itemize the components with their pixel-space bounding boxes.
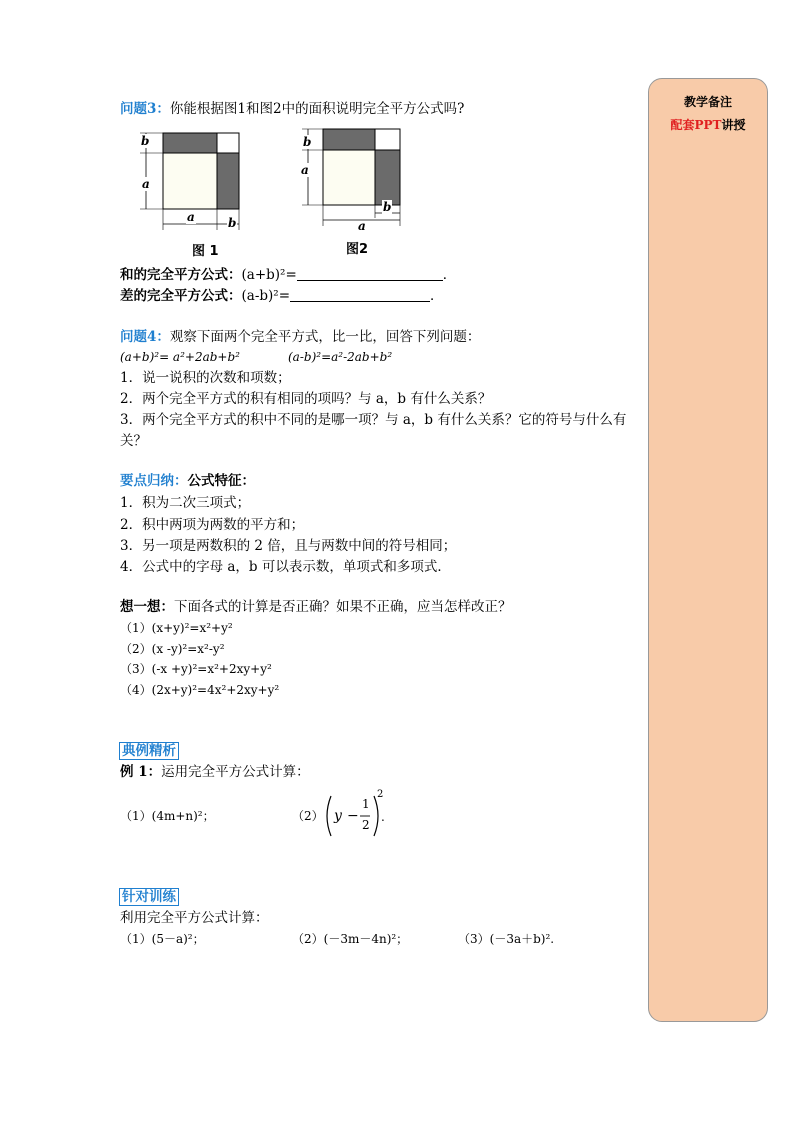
key-points-heading: [120, 472, 255, 490]
practice-item-2: （2）(－3m－4n)²；: [292, 932, 409, 946]
example-1-label: 例 1：: [120, 764, 162, 780]
example-1-text: 运用完全平方公式计算：: [161, 764, 310, 780]
sum-formula-blank[interactable]: [297, 268, 443, 281]
fig1-top-rect: [163, 133, 217, 153]
practice-section-title: 针对训练: [119, 888, 179, 906]
fig1-right-rect: [217, 153, 239, 209]
fig2-label-a-bottom: a: [358, 219, 366, 233]
think-label: 想一想：: [120, 599, 174, 615]
fig2-caption: 图2: [346, 242, 369, 257]
lecture-label: 讲授: [721, 118, 746, 132]
diff-formula-blank[interactable]: [290, 289, 430, 302]
example-1-item-2-denominator: 2: [362, 818, 370, 832]
example-1-item-1: （1）(4m+n)²；: [120, 809, 215, 823]
diff-formula-line: 差的完全平方公式：(a-b)²= ．: [120, 288, 444, 304]
q4-item-2: 2．两个完全平方式的积有相同的项吗？与 a，b 有什么关系？: [120, 391, 492, 407]
think-item-1: （1）(x+y)²=x²+y²: [120, 621, 233, 635]
question-3: [120, 100, 464, 118]
figure-2: [296, 122, 421, 232]
question-4-label: 问题4：: [120, 329, 170, 345]
q4-item-1: 1．说一说积的次数和项数；: [120, 370, 291, 386]
think-text: 下面各式的计算是否正确？如果不正确，应当怎样改正？: [174, 599, 512, 615]
q4-formula-1: (a+b)²= a²+2ab+b²: [120, 350, 240, 364]
fig1-label-b-left: b: [141, 134, 150, 148]
diff-formula-expr: (a-b)²=: [241, 288, 291, 304]
practice-text: 利用完全平方公式计算：: [120, 910, 269, 926]
key-points-title: 公式特征：: [187, 473, 255, 489]
q4-item-3: 3．两个完全平方式的积中不同的是哪一项？与 a，b 有什么关系？它的符号与什么有: [120, 412, 627, 428]
key-point-3: 3．另一项是两数积的 2 倍，且与两数中间的符号相同；: [120, 538, 457, 554]
fig2-label-b-left: b: [303, 135, 312, 149]
fig2-label-a-left: a: [301, 163, 309, 177]
question-4-text: 观察下面两个完全平方式，比一比，回答下列问题：: [169, 329, 481, 345]
practice-item-1: （1）(5－a)²；: [120, 932, 205, 946]
fig2-label-b-bottom: b: [383, 200, 392, 214]
example-1-heading: [120, 763, 310, 781]
key-point-4: 4．公式中的字母 a，b 可以表示数，单项式和多项式．: [120, 559, 451, 575]
sum-formula-expr: (a+b)²=: [241, 267, 297, 283]
think-item-3: （3）(-x +y)²=x²+2xy+y²: [120, 662, 272, 676]
example-1-item-2-prefix: （2）: [292, 809, 324, 823]
key-points-label: 要点归纳：: [120, 473, 188, 489]
sum-formula-label: 和的完全平方公式：: [120, 267, 242, 283]
q4-formula-2: (a-b)²=a²-2ab+b²: [288, 350, 393, 364]
key-point-2: 2．积中两项为两数的平方和；: [120, 517, 305, 533]
teaching-notes-panel: [648, 78, 768, 1022]
example-1-item-2-numerator: 1: [362, 797, 370, 811]
key-point-1: 1．积为二次三项式；: [120, 495, 251, 511]
example-1-item-2-minus: −: [347, 808, 359, 824]
fig2-right-rect: [375, 150, 400, 205]
fig1-caption: 图 1: [192, 244, 219, 259]
diff-formula-label: 差的完全平方公式：: [120, 288, 242, 304]
question-3-label: 问题3：: [120, 101, 170, 117]
ppt-label: 配套PPT: [670, 118, 722, 132]
think-heading: [120, 598, 512, 616]
teaching-notes-subtitle: [649, 116, 767, 133]
fig1-label-b-bottom: b: [228, 216, 237, 230]
practice-item-3: （3）(－3a＋b)².: [458, 932, 555, 946]
example-1-item-2-var: y: [334, 808, 342, 824]
fig1-label-a-bottom: a: [187, 210, 195, 224]
example-section-title: 典例精析: [119, 742, 179, 760]
teaching-notes-title: 教学备注: [683, 95, 732, 109]
fig1-label-a-left: a: [142, 177, 150, 191]
q4-item-3-cont: 关？: [120, 433, 147, 449]
think-item-2: （2）(x -y)²=x²-y²: [120, 642, 225, 656]
sum-formula-line: 和的完全平方公式：(a+b)²= ．: [120, 267, 457, 283]
question-3-text: 你能根据图1和图2中的面积说明完全平方公式吗?: [169, 101, 465, 117]
question-4: [120, 328, 480, 346]
fig2-top-rect: [323, 129, 375, 150]
think-item-4: （4）(2x+y)²=4x²+2xy+y²: [120, 683, 280, 697]
example-1-item-2-end: .: [381, 810, 385, 824]
example-1-item-2-exponent: 2: [377, 789, 384, 800]
